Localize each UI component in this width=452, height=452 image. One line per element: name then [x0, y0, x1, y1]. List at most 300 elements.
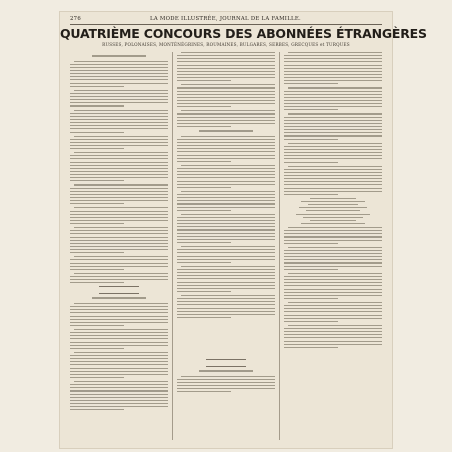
text-line: [284, 100, 382, 101]
text-line: [177, 55, 275, 56]
text-line: [177, 91, 275, 92]
text-line: [70, 113, 168, 114]
text-line: [74, 329, 168, 330]
text-line: [70, 335, 168, 336]
text-line: [177, 194, 275, 195]
text-line: [177, 65, 275, 66]
text-line: [181, 84, 275, 85]
text-paragraph: [177, 246, 275, 263]
text-paragraph: [70, 90, 168, 107]
text-line: [70, 406, 168, 407]
page-number: 276: [70, 16, 82, 22]
text-paragraph: [284, 52, 382, 84]
text-line: [284, 117, 382, 118]
text-line: [70, 332, 168, 333]
text-paragraph: [284, 143, 382, 163]
text-paragraph: [70, 329, 168, 349]
text-line: [70, 142, 168, 143]
text-line: [177, 226, 275, 227]
text-line: [177, 123, 275, 124]
text-line: [288, 113, 382, 114]
text-line: [177, 285, 275, 286]
text-line: [177, 113, 275, 114]
text-line: [284, 295, 382, 296]
text-line: [70, 384, 168, 385]
text-line: [177, 106, 231, 107]
text-line: [284, 321, 338, 322]
text-line: [70, 102, 168, 103]
text-paragraph: [70, 227, 168, 253]
text-line: [70, 76, 168, 77]
text-line: [70, 263, 168, 264]
text-line: [284, 178, 382, 179]
text-line: [70, 168, 168, 169]
section-heading: [199, 130, 253, 132]
text-line: [177, 275, 275, 276]
text-line: [177, 158, 275, 159]
text-line: [70, 128, 168, 129]
text-line: [296, 214, 370, 215]
text-line: [284, 106, 382, 107]
text-line: [303, 217, 363, 218]
text-line: [177, 155, 275, 156]
text-line: [177, 145, 275, 146]
text-line: [284, 77, 382, 78]
text-line: [70, 116, 168, 117]
text-line: [181, 191, 275, 192]
text-line: [70, 64, 168, 65]
text-line: [288, 273, 382, 274]
text-line: [284, 240, 382, 241]
text-line: [70, 345, 168, 346]
text-line: [284, 259, 382, 260]
page-title: QUATRIÈME CONCOURS DES ABONNÉES ÉTRANGÈRES: [60, 26, 427, 41]
text-line: [177, 207, 275, 208]
text-line: [284, 129, 382, 130]
text-line: [70, 309, 168, 310]
text-line: [70, 325, 124, 326]
text-line: [177, 200, 275, 201]
text-line: [177, 317, 231, 318]
text-line: [177, 233, 275, 234]
text-paragraph: [177, 84, 275, 107]
text-line: [284, 97, 382, 98]
text-line: [284, 282, 382, 283]
column-1: [70, 52, 168, 440]
text-line: [177, 184, 275, 185]
text-paragraph: [70, 110, 168, 133]
text-line: [70, 83, 168, 84]
text-line: [177, 68, 275, 69]
text-paragraph: [70, 273, 168, 283]
text-line: [181, 266, 275, 267]
text-line: [284, 120, 382, 121]
text-line: [284, 236, 382, 237]
text-line: [70, 67, 168, 68]
text-line: [70, 306, 168, 307]
text-line: [284, 175, 382, 176]
text-paragraph: [70, 256, 168, 270]
text-line: [70, 266, 168, 267]
text-line: [181, 246, 275, 247]
text-line: [74, 110, 168, 111]
text-line: [310, 198, 355, 199]
text-line: [284, 172, 382, 173]
text-line: [177, 242, 231, 243]
text-line: [70, 249, 168, 250]
text-paragraph: [177, 266, 275, 292]
text-line: [284, 256, 382, 257]
text-line: [177, 314, 275, 315]
text-line: [177, 120, 275, 121]
text-line: [284, 262, 382, 263]
text-line: [284, 315, 382, 316]
text-line: [70, 70, 168, 71]
text-line: [177, 217, 275, 218]
section-heading: [92, 55, 146, 57]
text-line: [284, 266, 382, 267]
text-line: [284, 230, 382, 231]
text-line: [70, 390, 168, 391]
text-line: [284, 188, 382, 189]
text-line: [181, 136, 275, 137]
text-line: [177, 220, 275, 221]
text-line: [70, 259, 168, 260]
text-line: [70, 276, 168, 277]
text-line: [70, 403, 168, 404]
text-paragraph: [177, 214, 275, 243]
text-line: [70, 348, 124, 349]
text-line: [288, 325, 382, 326]
text-line: [70, 180, 124, 181]
text-line: [177, 391, 231, 392]
text-line: [70, 162, 168, 163]
text-line: [74, 152, 168, 153]
text-line: [284, 269, 338, 270]
column-2: [177, 52, 275, 440]
text-line: [70, 338, 168, 339]
text-line: [177, 203, 275, 204]
text-line: [181, 52, 275, 53]
text-line: [181, 165, 275, 166]
text-line: [177, 197, 275, 198]
text-line: [177, 379, 275, 380]
text-line: [70, 99, 168, 100]
text-line: [284, 341, 382, 342]
text-line: [177, 148, 275, 149]
text-line: [70, 214, 168, 215]
running-title: LA MODE ILLUSTRÉE, JOURNAL DE LA FAMILLE.: [150, 16, 301, 22]
text-line: [177, 301, 275, 302]
text-line: [177, 259, 275, 260]
text-line: [70, 342, 168, 343]
text-line: [70, 155, 168, 156]
text-line: [74, 273, 168, 274]
text-line: [284, 83, 338, 84]
text-line: [288, 143, 382, 144]
text-line: [288, 166, 382, 167]
text-line: [74, 256, 168, 257]
text-line: [177, 87, 275, 88]
text-line: [284, 331, 382, 332]
text-line: [70, 194, 168, 195]
text-line: [177, 298, 275, 299]
text-line: [70, 269, 124, 270]
text-paragraph: [177, 110, 275, 127]
text-line: [70, 397, 168, 398]
text-line: [284, 298, 338, 299]
text-line: [284, 184, 382, 185]
column-divider: [279, 52, 280, 440]
text-line: [70, 119, 168, 120]
text-line: [284, 308, 382, 309]
text-line: [284, 162, 338, 163]
text-line: [70, 139, 168, 140]
text-line: [177, 308, 275, 309]
text-paragraph: [70, 184, 168, 204]
text-line: [284, 318, 382, 319]
ornament-divider: [206, 359, 246, 367]
text-line: [284, 250, 382, 251]
text-line: [177, 382, 275, 383]
text-line: [177, 229, 275, 230]
text-line: [177, 249, 275, 250]
text-line: [284, 135, 382, 136]
text-line: [177, 139, 275, 140]
text-line: [284, 292, 382, 293]
text-paragraph: [70, 207, 168, 224]
text-line: [284, 123, 382, 124]
text-line: [70, 233, 168, 234]
text-line: [284, 347, 338, 348]
text-line: [181, 295, 275, 296]
text-line: [74, 136, 168, 137]
spacer: [177, 351, 275, 357]
text-line: [284, 68, 382, 69]
text-line: [284, 311, 382, 312]
text-paragraph: [284, 325, 382, 348]
text-line: [70, 377, 124, 378]
text-line: [284, 194, 338, 195]
text-line: [284, 152, 382, 153]
text-line: [70, 177, 168, 178]
text-line: [177, 151, 275, 152]
text-line: [70, 243, 168, 244]
text-line: [177, 103, 275, 104]
text-line: [70, 174, 168, 175]
text-line: [70, 96, 168, 97]
text-line: [284, 233, 382, 234]
text-paragraph: [284, 247, 382, 270]
text-line: [70, 387, 168, 388]
text-line: [288, 302, 382, 303]
text-line: [284, 285, 382, 286]
text-paragraph: [70, 152, 168, 181]
text-line: [288, 247, 382, 248]
text-line: [70, 145, 168, 146]
text-line: [70, 355, 168, 356]
text-line: [70, 361, 168, 362]
text-line: [181, 376, 275, 377]
column-3: [284, 52, 382, 440]
text-line: [74, 61, 168, 62]
text-line: [288, 227, 382, 228]
text-line: [306, 210, 361, 211]
text-line: [70, 322, 168, 323]
text-paragraph: [177, 376, 275, 393]
column-divider: [172, 52, 173, 440]
text-line: [284, 149, 382, 150]
text-line: [74, 381, 168, 382]
text-line: [70, 394, 168, 395]
text-line: [70, 246, 168, 247]
magazine-page: [60, 12, 427, 448]
text-line: [177, 174, 275, 175]
text-line: [181, 214, 275, 215]
text-paragraph: [284, 227, 382, 244]
text-line: [177, 385, 275, 386]
text-line: [177, 181, 275, 182]
text-line: [70, 122, 168, 123]
text-line: [70, 312, 168, 313]
text-line: [74, 90, 168, 91]
text-line: [70, 364, 168, 365]
text-paragraph: [177, 191, 275, 211]
text-line: [70, 371, 168, 372]
text-line: [70, 217, 168, 218]
text-line: [284, 65, 382, 66]
text-line: [284, 253, 382, 254]
text-line: [70, 188, 168, 189]
text-line: [177, 94, 275, 95]
text-line: [70, 132, 124, 133]
text-line: [284, 139, 338, 140]
section-heading: [92, 297, 146, 299]
text-line: [177, 210, 231, 211]
text-line: [70, 79, 168, 80]
text-line: [70, 230, 168, 231]
text-line: [177, 74, 275, 75]
text-line: [177, 304, 275, 305]
text-line: [284, 109, 338, 110]
text-line: [284, 132, 382, 133]
text-line: [177, 126, 231, 127]
text-line: [288, 52, 382, 53]
text-line: [70, 400, 168, 401]
text-line: [70, 237, 168, 238]
section-heading: [199, 370, 253, 372]
text-line: [177, 61, 275, 62]
text-paragraph: [177, 52, 275, 81]
text-line: [284, 158, 382, 159]
text-line: [284, 91, 382, 92]
text-line: [177, 269, 275, 270]
text-line: [177, 100, 275, 101]
text-line: [284, 169, 382, 170]
text-paragraph: [70, 381, 168, 410]
text-line: [308, 204, 358, 205]
text-paragraph: [284, 113, 382, 139]
text-line: [177, 272, 275, 273]
ornament-divider: [99, 286, 139, 294]
text-line: [70, 220, 168, 221]
text-line: [70, 374, 168, 375]
text-line: [177, 77, 275, 78]
text-line: [177, 262, 231, 263]
text-line: [284, 94, 382, 95]
text-line: [177, 223, 275, 224]
text-line: [70, 368, 168, 369]
text-line: [70, 252, 124, 253]
text-line: [284, 276, 382, 277]
text-line: [74, 352, 168, 353]
text-line: [284, 74, 382, 75]
text-line: [177, 291, 231, 292]
text-line: [284, 334, 382, 335]
page-subtitle: RUSSES, POLONAISES, MONTÉNÉGRINES, ROUMAINES, BULGARES, SERBES, GRECQUES et TURQUES: [102, 42, 350, 47]
text-line: [177, 236, 275, 237]
text-line: [284, 55, 382, 56]
text-paragraph: [284, 166, 382, 195]
text-line: [70, 240, 168, 241]
text-line: [310, 220, 356, 221]
text-line: [70, 105, 124, 106]
text-line: [284, 279, 382, 280]
text-line: [177, 177, 275, 178]
centered-text-block: [292, 198, 374, 224]
text-line: [70, 86, 124, 87]
text-line: [284, 155, 382, 156]
text-paragraph: [177, 165, 275, 188]
text-line: [70, 319, 168, 320]
text-line: [74, 303, 168, 304]
text-line: [70, 158, 168, 159]
text-line: [284, 328, 382, 329]
text-line: [177, 142, 275, 143]
text-line: [284, 191, 382, 192]
text-line: [177, 161, 231, 162]
text-line: [70, 358, 168, 359]
text-line: [284, 243, 338, 244]
text-line: [70, 223, 124, 224]
article-columns: [70, 52, 382, 440]
text-line: [177, 187, 231, 188]
text-line: [177, 388, 275, 389]
text-line: [74, 207, 168, 208]
text-line: [284, 289, 382, 290]
text-line: [74, 184, 168, 185]
text-line: [70, 211, 168, 212]
text-line: [70, 200, 168, 201]
text-line: [70, 73, 168, 74]
text-paragraph: [284, 302, 382, 322]
text-line: [288, 87, 382, 88]
text-line: [70, 197, 168, 198]
text-line: [70, 282, 124, 283]
text-line: [70, 203, 124, 204]
text-line: [70, 93, 168, 94]
text-line: [284, 126, 382, 127]
text-line: [70, 165, 168, 166]
text-paragraph: [177, 136, 275, 162]
text-line: [74, 227, 168, 228]
text-line: [177, 239, 275, 240]
text-line: [284, 337, 382, 338]
text-line: [177, 256, 275, 257]
text-line: [301, 201, 365, 202]
text-line: [284, 344, 382, 345]
text-line: [301, 223, 366, 224]
